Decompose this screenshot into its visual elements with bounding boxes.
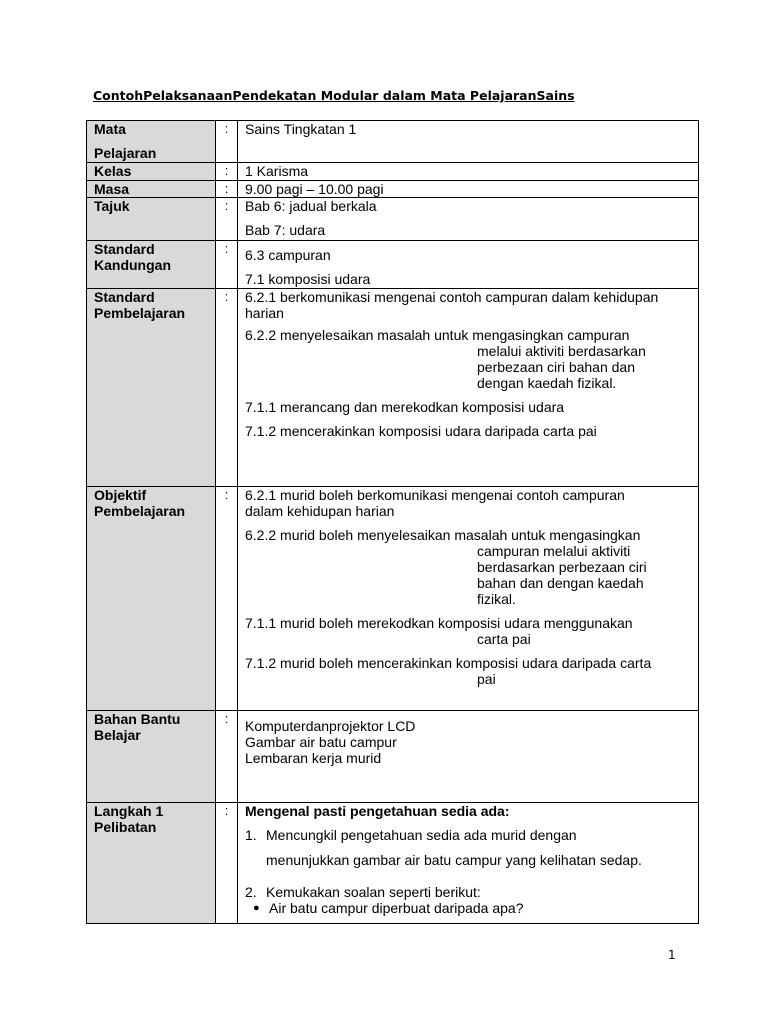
label-line: Pelajaran [94, 145, 157, 161]
value-masa: 9.00 pagi – 10.00 pagi [238, 181, 699, 198]
label-line: Kandungan [94, 257, 171, 273]
op-item-3-cont: carta pai [477, 631, 531, 647]
row-objektif-pembelajaran [87, 487, 699, 711]
label-line: Mata [94, 121, 126, 137]
value-objektif-pembelajaran [238, 487, 699, 711]
bullet-text: Air batu campur diperbuat daripada apa? [269, 900, 524, 916]
value-bahan-bantu-belajar [238, 711, 699, 803]
sp-item-2: 6.2.2 menyelesaikan masalah untuk mengasingkan campuran [245, 327, 630, 343]
label-line: Objektif [94, 487, 147, 503]
row-mata-pelajaran [87, 121, 699, 163]
op-item-2-cont: campuran melalui aktiviti [477, 543, 631, 559]
colon: : [216, 711, 238, 803]
page-number: 1 [668, 948, 676, 962]
label-bahan-bantu-belajar [87, 711, 216, 803]
op-item-3: 7.1.1 murid boleh merekodkan komposisi udara menggunakan [245, 615, 633, 631]
value-kelas: 1 Karisma [238, 163, 699, 181]
tajuk-line: Bab 7: udara [245, 222, 326, 238]
value-standard-kandungan [238, 241, 699, 289]
label-line: Pembelajaran [94, 305, 186, 321]
bullet-icon: ● [253, 902, 260, 914]
sp-item-2-cont: melalui aktiviti berdasarkan [477, 343, 646, 359]
value-langkah-1 [238, 803, 699, 924]
bahan-line: Gambar air batu campur [245, 734, 397, 750]
sp-item-2-cont: perbezaan ciri bahan dan [477, 359, 636, 375]
sp-item-1-cont: harian [245, 305, 284, 321]
op-item-2: 6.2.2 murid boleh menyelesaikan masalah untuk mengasingkan [245, 527, 641, 543]
bahan-line: Komputerdanprojektor LCD [245, 718, 416, 734]
colon: : [216, 198, 238, 241]
value-mata-pelajaran: Sains Tingkatan 1 [238, 121, 699, 163]
label-line: Standard [94, 241, 155, 257]
kandungan-line: 6.3 campuran [245, 247, 331, 263]
kandungan-line: 7.1 komposisi udara [245, 271, 371, 287]
tajuk-line: Bab 6: jadual berkala [245, 198, 377, 214]
row-tajuk [87, 198, 699, 241]
sp-item-1: 6.2.1 berkomunikasi mengenai contoh campuran dalam kehidupan [245, 289, 659, 305]
label-line: Belajar [94, 727, 141, 743]
label-kelas: Kelas [87, 163, 216, 181]
colon: : [216, 121, 238, 163]
colon: : [216, 289, 238, 487]
row-bahan-bantu-belajar [87, 711, 699, 803]
op-item-4-cont: pai [477, 671, 496, 687]
label-masa: Masa [87, 181, 216, 198]
op-item-2-cont: fizikal. [477, 591, 516, 607]
row-langkah-1 [87, 803, 699, 924]
label-objektif-pembelajaran [87, 487, 216, 711]
step-number: 1. [245, 827, 257, 843]
step-number: 2. [245, 884, 257, 900]
lesson-plan-table [86, 120, 699, 924]
label-line: Pelibatan [94, 819, 157, 835]
sp-item-2-cont: dengan kaedah fizikal. [477, 375, 617, 391]
bahan-line: Lembaran kerja murid [245, 750, 382, 766]
value-tajuk [238, 198, 699, 241]
label-line: Pembelajaran [94, 503, 186, 519]
colon: : [216, 803, 238, 924]
row-masa [87, 181, 699, 198]
colon: : [216, 181, 238, 198]
step-2 [245, 884, 690, 900]
bullet-item [245, 900, 690, 916]
op-item-2-cont: bahan dan dengan kaedah [477, 575, 644, 591]
value-standard-pembelajaran [238, 289, 699, 487]
step-text: Kemukakan soalan seperti berikut: [266, 884, 481, 900]
langkah-heading: Mengenal pasti pengetahuan sedia ada: [245, 803, 510, 819]
step-1 [245, 827, 690, 843]
colon: : [216, 241, 238, 289]
sp-item-3: 7.1.1 merancang dan merekodkan komposisi udara [245, 399, 565, 415]
label-line: Langkah 1 [94, 803, 164, 819]
op-item-1: 6.2.1 murid boleh berkomunikasi mengenai contoh campuran [245, 487, 625, 503]
label-line: Bahan Bantu [94, 711, 181, 727]
label-standard-kandungan [87, 241, 216, 289]
op-item-1-cont: dalam kehidupan harian [245, 503, 395, 519]
row-standard-kandungan [87, 241, 699, 289]
step-text: Mencungkil pengetahuan sedia ada murid dengan [266, 827, 577, 843]
label-mata-pelajaran [87, 121, 216, 163]
row-standard-pembelajaran [87, 289, 699, 487]
label-standard-pembelajaran [87, 289, 216, 487]
colon: : [216, 163, 238, 181]
op-item-4: 7.1.2 murid boleh mencerakinkan komposisi udara daripada carta [245, 655, 652, 671]
row-kelas [87, 163, 699, 181]
label-langkah-1 [87, 803, 216, 924]
colon: : [216, 487, 238, 711]
document-title: ContohPelaksanaanPendekatan Modular dalam Mata PelajaranSains [93, 88, 575, 103]
sp-item-4: 7.1.2 mencerakinkan komposisi udara daripada carta pai [245, 423, 597, 439]
step-text: menunjukkan gambar air batu campur yang kelihatan sedap. [266, 852, 642, 868]
step-1-cont [245, 852, 690, 868]
label-line: Standard [94, 289, 155, 305]
label-tajuk: Tajuk [87, 198, 216, 241]
op-item-2-cont: berdasarkan perbezaan ciri [477, 559, 647, 575]
